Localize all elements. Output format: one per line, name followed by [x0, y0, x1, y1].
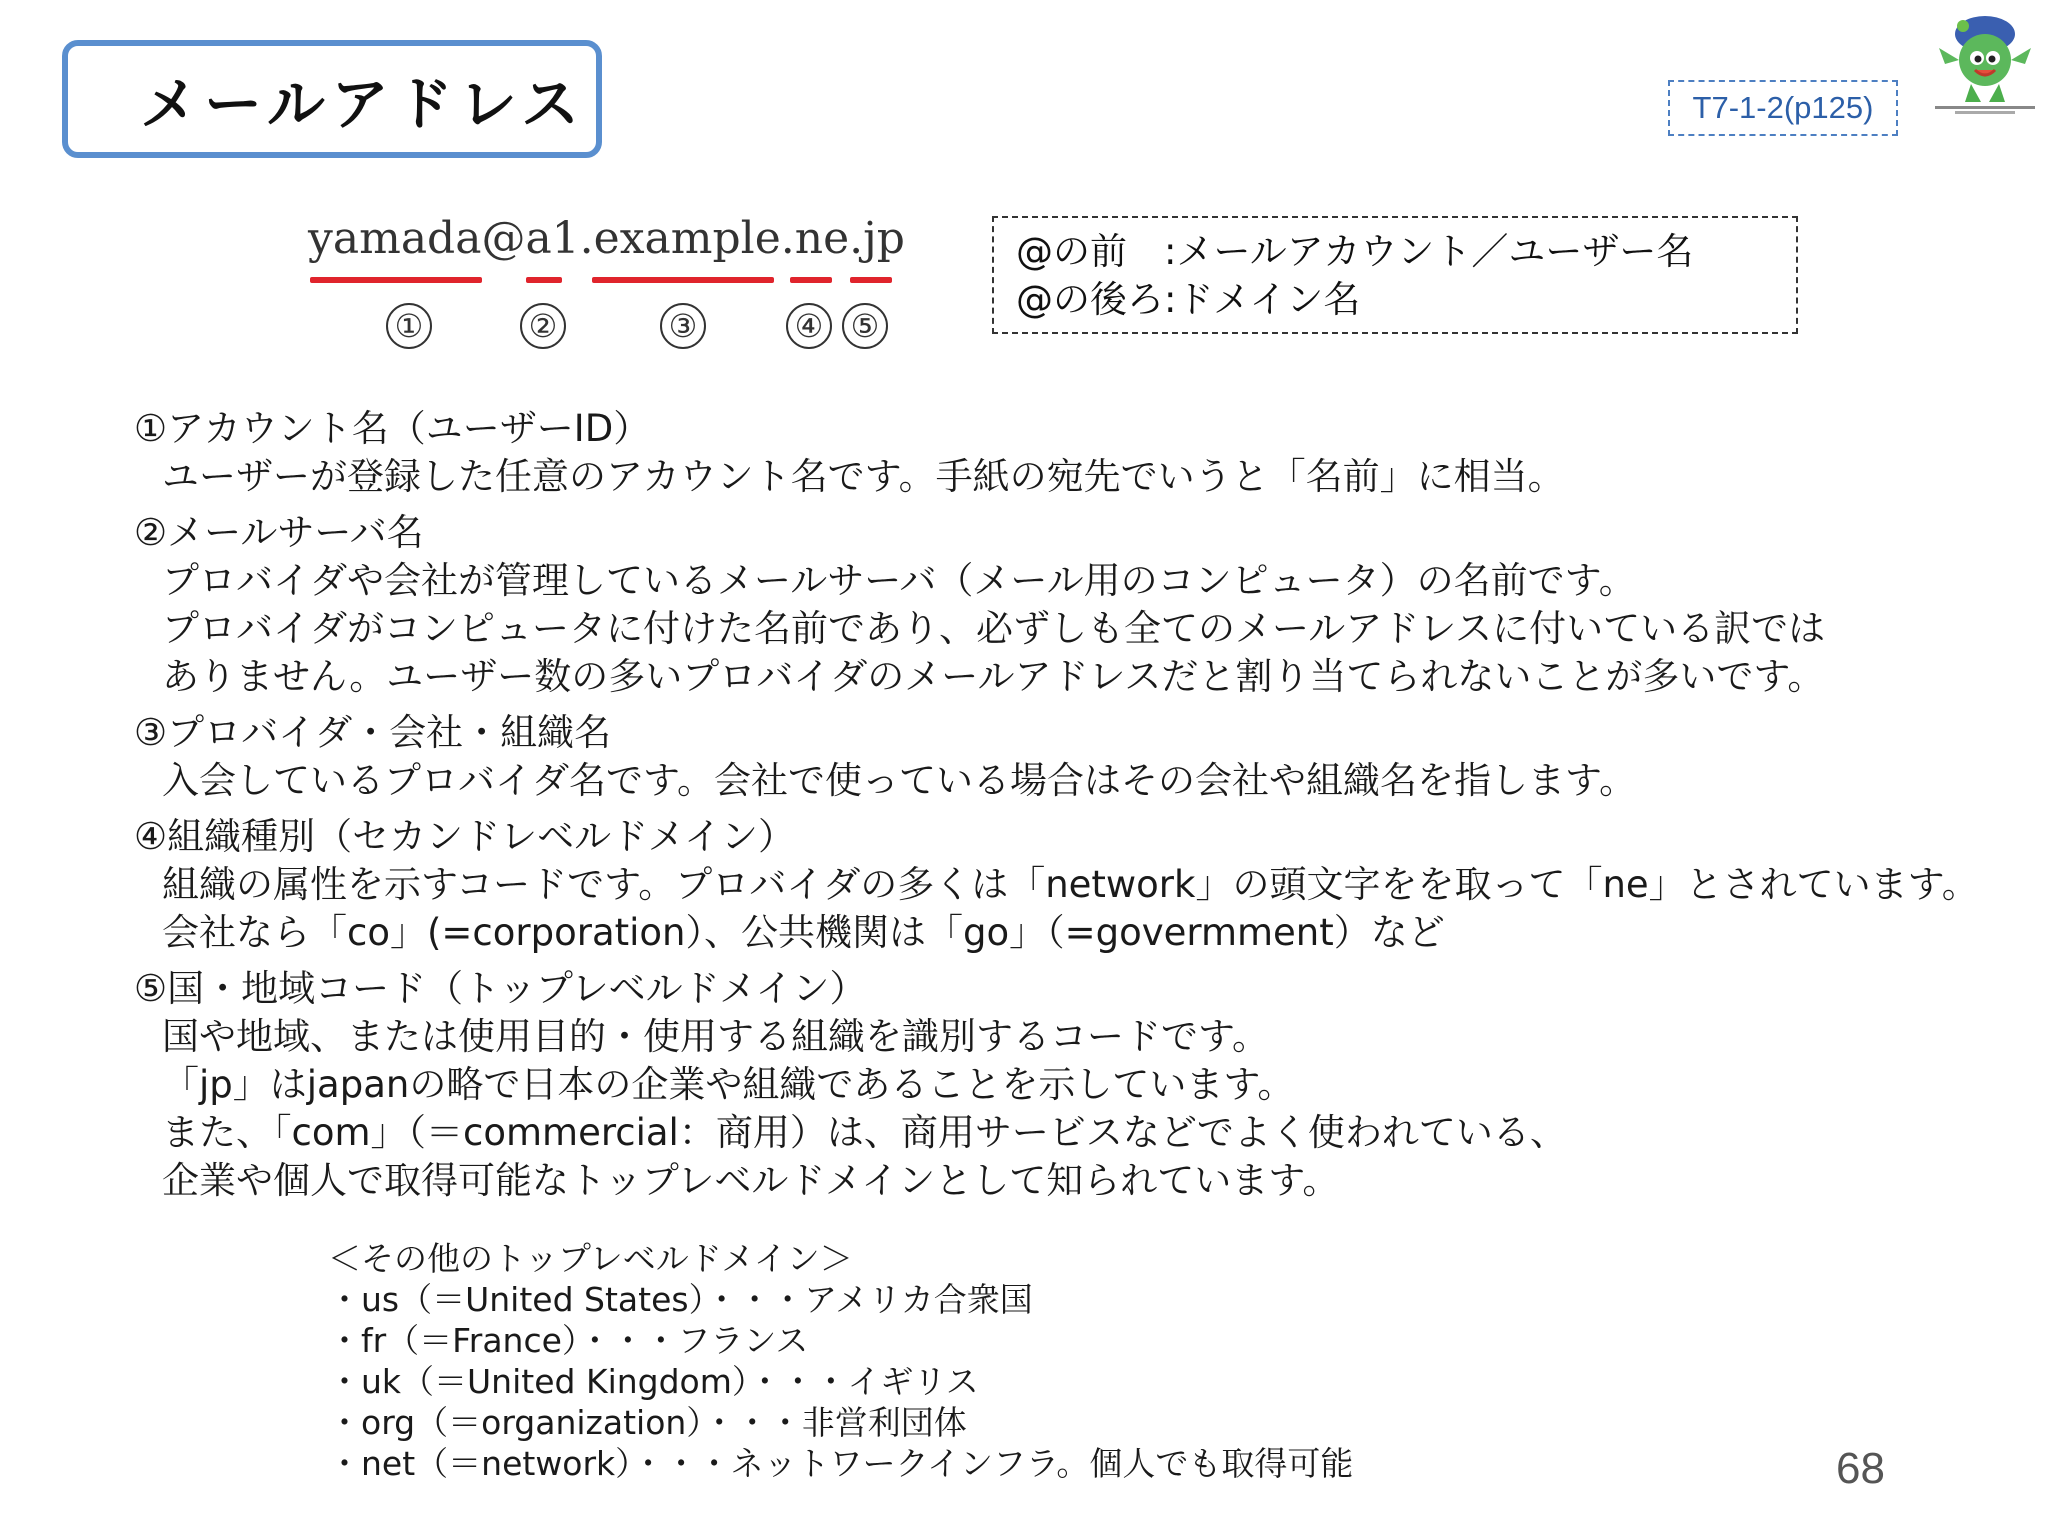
section-heading: ④組織種別（セカンドレベルドメイン）: [134, 815, 796, 858]
section-mail-server: [134, 509, 1834, 701]
underline-country: [850, 277, 892, 283]
section-heading: ③プロバイダ・会社・組織名: [134, 711, 612, 754]
underline-account: [310, 277, 482, 283]
email-address: yamada@a1.example.ne.jp: [308, 213, 905, 264]
marker-3: ③: [660, 303, 706, 349]
tld-item-net: ・net（＝network）・・・ネットワークインフラ。個人でも取得可能: [328, 1444, 1354, 1483]
section-body-line: プロバイダがコンピュータに付けた名前であり、必ずしも全てのメールアドレスに付いている訳では: [162, 607, 1826, 650]
mascot-logo: [1925, 8, 2045, 118]
tld-item-uk: ・uk（＝United Kingdom）・・・イギリス: [328, 1362, 979, 1401]
section-heading: ⑤国・地域コード（トップレベルドメイン）: [134, 967, 867, 1010]
section-heading: ②メールサーバ名: [134, 511, 424, 554]
definition-line-after-at: @の後ろ:ドメイン名: [1016, 278, 1361, 321]
tld-item-us: ・us（＝United States）・・・アメリカ合衆国: [328, 1280, 1033, 1319]
section-heading: ①アカウント名（ユーザーID）: [134, 407, 651, 450]
section-body-line: 「jp」はjapanの略で日本の企業や組織であることを示しています。: [162, 1063, 1295, 1106]
title-box: [62, 40, 602, 158]
section-body-line: プロバイダや会社が管理しているメールサーバ（メール用のコンピュータ）の名前です。: [162, 559, 1636, 602]
section-body-line: ユーザーが登録した任意のアカウント名です。手紙の宛先でいうと「名前」に相当。: [162, 455, 1565, 498]
other-tld-heading: ＜その他のトップレベルドメイン＞: [328, 1239, 853, 1278]
marker-1: ①: [386, 303, 432, 349]
section-body-line: また、「com」（＝commercial：商用）は、商用サービスなどでよく使われている、: [162, 1111, 1567, 1154]
section-body-line: 会社なら「co」(=corporation）、公共機関は「go」（=govermment）など: [162, 911, 1445, 954]
tld-item-fr: ・fr（＝France）・・・フランス: [328, 1321, 809, 1360]
underline-server: [526, 277, 562, 283]
underline-provider: [592, 277, 774, 283]
section-org-type: [134, 813, 1979, 957]
section-body-line: ありません。ユーザー数の多いプロバイダのメールアドレスだと割り当てられないことが多いです。: [162, 655, 1825, 698]
marker-5: ⑤: [842, 303, 888, 349]
explanation-list: [134, 405, 1979, 1205]
reference-tag: T7-1-2(p125): [1668, 80, 1898, 136]
underline-org-type: [790, 277, 832, 283]
definition-box: [992, 216, 1798, 334]
section-body-line: 企業や個人で取得可能なトップレベルドメインとして知られています。: [162, 1159, 1340, 1202]
section-body-line: 入会しているプロバイダ名です。会社で使っている場合はその会社や組織名を指します。: [162, 759, 1637, 802]
section-body-line: 組織の属性を示すコードです。プロバイダの多くは「network」の頭文字をを取って「ne」とされています。: [162, 863, 1979, 906]
marker-2: ②: [520, 303, 566, 349]
page-number: 68: [1836, 1444, 1885, 1493]
section-account-name: [134, 405, 1834, 501]
section-body-line: 国や地域、または使用目的・使用する組織を識別するコードです。: [162, 1015, 1270, 1058]
section-provider: [134, 709, 1834, 805]
page-title: メールアドレス: [140, 70, 586, 138]
tld-item-org: ・org（＝organization）・・・非営利団体: [328, 1403, 967, 1442]
marker-4: ④: [786, 303, 832, 349]
section-country-code: [134, 965, 1834, 1205]
other-tld-list: [328, 1238, 1428, 1484]
definition-line-before-at: @の前 :メールアカウント／ユーザー名: [1016, 230, 1694, 273]
email-example: [308, 213, 905, 363]
